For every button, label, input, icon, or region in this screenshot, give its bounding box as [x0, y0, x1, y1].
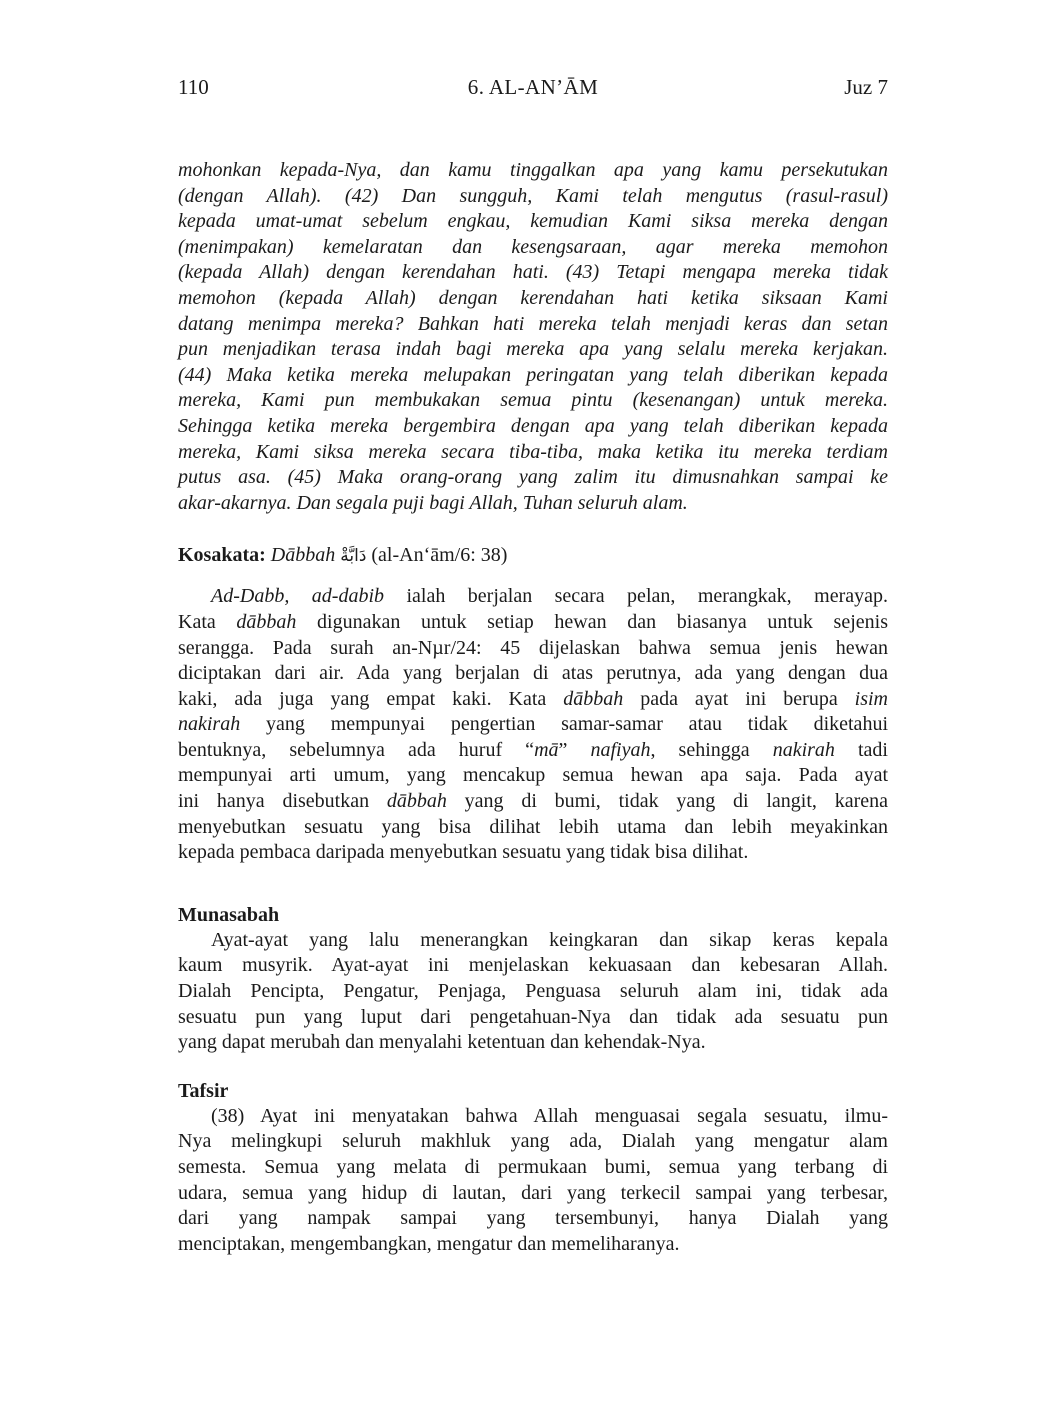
tafsir-heading: Tafsir — [178, 1079, 229, 1102]
munasabah-paragraph — [178, 928, 888, 1056]
text-segment: diciptakan dari air. Ada yang berjalan di atas perutnya, ada yang dengan dua — [178, 662, 888, 685]
text-line — [178, 763, 888, 789]
text-line — [178, 687, 888, 713]
text-segment: memohon (kepada Allah) dengan kerendahan hati ketika siksaan Kami — [178, 286, 888, 309]
text-segment: nakirah — [178, 713, 241, 736]
text-line — [178, 636, 888, 662]
text-line — [178, 610, 888, 636]
text-segment: serangga. Pada surah an-Nµr/24: 45 dijelaskan bahwa semua jenis hewan — [178, 636, 888, 659]
text-line — [178, 260, 888, 286]
text-line — [178, 789, 888, 815]
text-segment: Nya melingkupi seluruh makhluk yang ada, Dialah yang mengatur alam — [178, 1130, 888, 1153]
kosakata-heading — [178, 542, 888, 569]
text-line — [178, 979, 888, 1005]
text-segment: bentuknya, sebelumnya ada huruf “ — [178, 738, 535, 761]
text-line — [178, 209, 888, 235]
page-content — [178, 158, 888, 1257]
text-segment: yang mempunyai pengertian samar-samar atau tidak diketahui — [240, 713, 888, 736]
text-segment: Dialah Pencipta, Pengatur, Penjaga, Penguasa seluruh alam ini, tidak ada — [178, 980, 888, 1003]
text-line — [178, 953, 888, 979]
text-segment: Sehingga ketika mereka bergembira dengan apa yang telah diberikan kepada — [178, 414, 888, 437]
text-line — [178, 815, 888, 841]
text-segment: (al-An‘ām/6: 38) — [366, 544, 508, 567]
tafsir-paragraph — [178, 1104, 888, 1258]
text-segment: nakirah — [772, 738, 835, 761]
text-segment: dābbah — [236, 610, 297, 633]
text-segment: Kata — [178, 610, 237, 633]
text-segment: mereka, Kami pun membukakan semua pintu (kesenangan) untuk mereka. — [178, 389, 888, 412]
text-segment: kepada umat-umat sebelum engkau, kemudian Kami siksa mereka dengan — [178, 210, 888, 233]
kosakata-paragraph — [178, 584, 888, 866]
text-segment: menyebutkan sesuatu yang bisa dilihat lebih utama dan lebih meyakinkan — [178, 815, 888, 838]
text-line — [178, 1206, 888, 1232]
text-segment: kaum musyrik. Ayat-ayat ini menjelaskan kekuasaan dan kebesaran Allah. — [178, 954, 888, 977]
text-line — [178, 584, 888, 610]
text-line — [178, 286, 888, 312]
text-segment: tadi — [834, 738, 888, 761]
text-segment: nafiyah — [590, 738, 651, 761]
text-segment: mohonkan kepada-Nya, dan kamu tinggalkan apa yang kamu persekutukan — [178, 159, 888, 181]
arabic-text: دَابَّةْ — [340, 546, 367, 567]
text-line — [178, 414, 888, 440]
text-line — [178, 840, 888, 866]
text-line — [178, 312, 888, 338]
text-line — [178, 235, 888, 261]
text-segment: Kosakata: — [178, 544, 271, 567]
text-line — [178, 440, 888, 466]
text-segment: yang di bumi, tidak yang di langit, karena — [446, 790, 888, 813]
text-line — [178, 712, 888, 738]
text-segment: putus asa. (45) Maka orang-orang yang zalim itu dimusnahkan sampai ke — [178, 466, 888, 489]
text-line — [178, 491, 888, 517]
text-line — [178, 1030, 888, 1056]
text-segment: yang dapat merubah dan menyalahi ketentuan dan kehendak-Nya. — [178, 1031, 706, 1054]
text-segment: Dābbah — [270, 544, 341, 567]
text-segment: (kepada Allah) dengan kerendahan hati. (43) Tetapi mengapa mereka tidak — [178, 261, 888, 284]
text-segment: udara, semua yang hidup di lautan, dari yang terkecil sampai yang terbesar, — [178, 1181, 888, 1204]
text-line — [178, 1181, 888, 1207]
text-segment: ” — [558, 738, 591, 761]
text-line — [178, 1005, 888, 1031]
text-line — [178, 661, 888, 687]
text-segment: pun menjadikan terasa indah bagi mereka apa yang selalu mereka kerjakan. — [178, 338, 888, 361]
text-line — [178, 738, 888, 764]
text-line — [178, 184, 888, 210]
text-segment: (dengan Allah). (42) Dan sungguh, Kami telah mengutus (rasul-rasul) — [178, 184, 888, 207]
text-line — [178, 388, 888, 414]
text-segment: digunakan untuk setiap hewan dan biasanya untuk sejenis — [296, 610, 888, 633]
text-line — [178, 158, 888, 184]
juz-label: Juz 7 — [844, 75, 888, 99]
text-segment: menciptakan, mengembangkan, mengatur dan memeliharanya. — [178, 1232, 680, 1255]
text-segment: mempunyai arti umum, yang mencakup semua hewan apa saja. Pada ayat — [178, 764, 888, 787]
text-segment: kaki, ada juga yang empat kaki. Kata — [178, 687, 564, 710]
text-line — [178, 465, 888, 491]
text-segment: (44) Maka ketika mereka melupakan peringatan yang telah diberikan kepada — [178, 363, 888, 386]
text-segment: ialah berjalan secara pelan, merangkak, merayap. — [384, 585, 888, 608]
text-segment: Ayat-ayat yang lalu menerangkan keingkaran dan sikap keras kepala — [211, 928, 888, 951]
surah-title: 6. AL-AN’ĀM — [467, 75, 599, 99]
text-segment: (38) Ayat ini menyatakan bahwa Allah menguasai segala sesuatu, ilmu- — [211, 1104, 888, 1127]
text-segment: , sehingga — [650, 738, 773, 761]
text-line — [178, 363, 888, 389]
text-segment: akar-akarnya. Dan segala puji bagi Allah, Tuhan seluruh alam. — [178, 491, 688, 514]
text-segment: (menimpakan) kemelaratan dan kesengsaraan, agar mereka memohon — [178, 235, 888, 258]
text-line — [178, 1232, 888, 1258]
munasabah-heading: Munasabah — [178, 903, 280, 926]
text-segment: semesta. Semua yang melata di permukaan bumi, semua yang terbang di — [178, 1156, 888, 1178]
page-number: 110 — [178, 75, 209, 99]
text-segment: mereka, Kami siksa mereka secara tiba-tiba, maka ketika itu mereka terdiam — [178, 440, 888, 463]
text-segment: pada ayat ini berupa — [623, 687, 855, 710]
text-segment: isim — [854, 687, 888, 710]
text-segment: dābbah — [563, 687, 624, 710]
text-segment: dābbah — [386, 790, 447, 813]
text-segment: datang menimpa mereka? Bahkan hati mereka telah menjadi keras dan setan — [178, 312, 888, 335]
running-header — [178, 74, 888, 100]
text-line — [178, 928, 888, 954]
text-segment: dari yang nampak sampai yang tersembunyi, hanya Dialah yang — [178, 1207, 888, 1230]
text-line — [178, 337, 888, 363]
text-line — [178, 1155, 888, 1181]
translation-paragraph — [178, 158, 888, 516]
text-line — [178, 1129, 888, 1155]
text-segment: sesuatu pun yang luput dari pengetahuan-Nya dan tidak ada sesuatu pun — [178, 1005, 888, 1028]
text-line — [178, 1104, 888, 1130]
text-segment: Ad-Dabb, ad-dabib — [211, 585, 384, 608]
text-segment: mā — [534, 738, 559, 761]
text-segment: kepada pembaca daripada menyebutkan sesuatu yang tidak bisa dilihat. — [178, 841, 749, 864]
text-segment: ini hanya disebutkan — [178, 790, 387, 813]
